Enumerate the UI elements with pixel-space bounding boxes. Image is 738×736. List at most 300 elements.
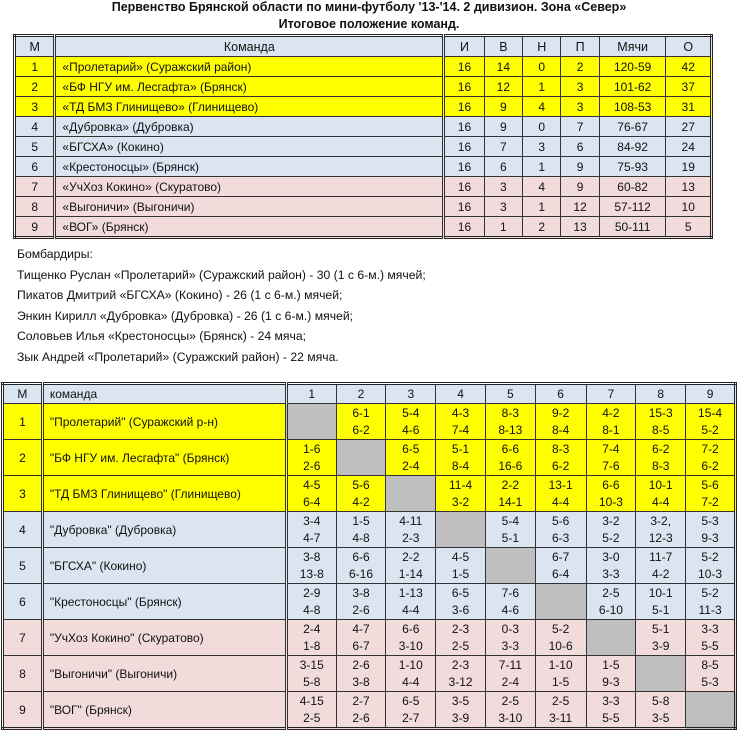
score-cell <box>436 584 486 620</box>
away-score: 5-1 <box>501 530 520 545</box>
crosstable-row <box>3 620 736 656</box>
away-score: 6-3 <box>551 530 570 545</box>
home-score: 5-6 <box>701 477 719 492</box>
home-score: 2-2 <box>501 477 520 492</box>
score-cell <box>636 404 686 440</box>
home-score: 4-11 <box>399 513 423 528</box>
away-score: 11-3 <box>698 602 722 617</box>
losses-cell: 9 <box>561 157 599 177</box>
standings-row <box>15 117 712 137</box>
games-cell: 16 <box>444 117 484 137</box>
standings-row <box>15 97 712 117</box>
losses-cell: 12 <box>561 197 599 217</box>
losses-cell: 9 <box>561 177 599 197</box>
crosstable-row <box>3 404 736 440</box>
wins-cell: 1 <box>484 217 522 238</box>
cross-header-col: 3 <box>386 384 436 404</box>
cross-header-col: 8 <box>636 384 686 404</box>
home-score: 4-5 <box>303 477 321 492</box>
score-cell <box>336 656 386 692</box>
score-cell <box>636 692 686 729</box>
away-score: 4-8 <box>303 602 321 617</box>
score-cell <box>636 620 686 656</box>
scorer-line: Пикатов Дмитрий «БГСХА» (Кокино) - 26 (1 с 6-м.) мячей; <box>17 288 343 303</box>
score-cell <box>485 440 535 476</box>
cross-team-cell: "БФ НГУ им. Лесгафта" (Брянск) <box>42 440 286 476</box>
diagonal-cell <box>586 620 636 656</box>
score-cell <box>286 692 336 729</box>
away-score: 1-5 <box>551 674 570 689</box>
away-score: 16-6 <box>498 458 523 473</box>
score-cell <box>436 620 486 656</box>
diagonal-cell <box>386 476 436 512</box>
games-cell: 16 <box>444 157 484 177</box>
page-title: Первенство Брянской области по мини-футболу '13-'14. 2 дивизион. Зона «Север» <box>111 0 627 14</box>
score-cell <box>286 584 336 620</box>
team-cell: «Крестоносцы» (Брянск) <box>55 157 444 177</box>
away-score: 8-13 <box>498 422 523 437</box>
away-score: 13-8 <box>299 566 324 581</box>
away-score: 6-10 <box>598 602 623 617</box>
score-cell <box>286 548 336 584</box>
away-score: 2-5 <box>451 638 470 653</box>
home-score: 5-2 <box>551 621 570 636</box>
games-cell: 16 <box>444 197 484 217</box>
cross-place-cell: 7 <box>3 620 43 656</box>
score-cell <box>436 476 486 512</box>
score-cell <box>386 548 436 584</box>
home-score: 6-6 <box>402 621 420 636</box>
away-score: 8-1 <box>602 422 620 437</box>
away-score: 6-2 <box>551 458 570 473</box>
away-score: 3-9 <box>451 710 470 725</box>
crosstable-row <box>3 476 736 512</box>
place-cell: 3 <box>15 97 55 117</box>
home-score: 1-6 <box>303 441 321 456</box>
header-losses: П <box>561 36 599 57</box>
header-team: Команда <box>55 36 444 57</box>
losses-cell: 3 <box>561 97 599 117</box>
away-score: 8-4 <box>551 422 570 437</box>
diagonal-cell <box>336 440 386 476</box>
team-cell: «БФ НГУ им. Лесгафта» (Брянск) <box>55 77 444 97</box>
cross-header-team: команда <box>42 384 286 404</box>
score-cell <box>436 548 486 584</box>
home-score: 2-4 <box>303 621 321 636</box>
home-score: 4-3 <box>451 405 470 420</box>
away-score: 2-6 <box>352 602 370 617</box>
crosstable <box>1 382 737 730</box>
home-score: 1-5 <box>352 513 370 528</box>
draws-cell: 4 <box>523 97 561 117</box>
score-cell <box>485 512 535 548</box>
wins-cell: 9 <box>484 97 522 117</box>
home-score: 7-11 <box>498 657 522 672</box>
home-score: 3-8 <box>303 549 321 564</box>
home-score: 6-6 <box>602 477 620 492</box>
points-cell: 13 <box>666 177 712 197</box>
score-cell <box>436 656 486 692</box>
goals-cell: 60-82 <box>599 177 666 197</box>
home-score: 5-1 <box>451 441 470 456</box>
cross-header-col: 2 <box>336 384 386 404</box>
wins-cell: 9 <box>484 117 522 137</box>
home-score: 2-7 <box>352 693 370 708</box>
home-score: 2-9 <box>303 585 321 600</box>
crosstable-row <box>3 656 736 692</box>
score-cell <box>686 512 736 548</box>
header-draws: Н <box>523 36 561 57</box>
score-cell <box>336 692 386 729</box>
away-score: 2-3 <box>402 530 420 545</box>
score-cell <box>386 656 436 692</box>
home-score: 7-4 <box>602 441 620 456</box>
draws-cell: 2 <box>523 217 561 238</box>
away-score: 3-10 <box>398 638 423 653</box>
points-cell: 42 <box>666 57 712 77</box>
losses-cell: 3 <box>561 77 599 97</box>
away-score: 5-5 <box>602 710 620 725</box>
score-cell <box>535 656 586 692</box>
away-score: 3-10 <box>498 710 523 725</box>
score-cell <box>636 476 686 512</box>
away-score: 4-7 <box>303 530 321 545</box>
away-score: 7-2 <box>701 494 719 509</box>
draws-cell: 1 <box>523 197 561 217</box>
score-cell <box>336 476 386 512</box>
away-score: 5-5 <box>701 638 719 653</box>
cross-header-col: 1 <box>286 384 336 404</box>
goals-cell: 57-112 <box>599 197 666 217</box>
score-cell <box>286 620 336 656</box>
home-score: 6-2 <box>652 441 670 456</box>
score-cell <box>586 584 636 620</box>
away-score: 3-11 <box>549 710 573 725</box>
away-score: 9-3 <box>701 530 719 545</box>
home-score: 5-2 <box>701 585 719 600</box>
points-cell: 19 <box>666 157 712 177</box>
away-score: 5-2 <box>602 530 620 545</box>
score-cell <box>586 476 636 512</box>
score-cell <box>535 440 586 476</box>
score-cell <box>386 692 436 729</box>
away-score: 4-8 <box>352 530 370 545</box>
home-score: 3-0 <box>602 549 620 564</box>
cross-place-cell: 6 <box>3 584 43 620</box>
away-score: 12-3 <box>648 530 673 545</box>
score-cell <box>336 584 386 620</box>
score-cell <box>535 548 586 584</box>
place-cell: 6 <box>15 157 55 177</box>
home-score: 5-4 <box>501 513 520 528</box>
score-cell <box>535 620 586 656</box>
away-score: 3-8 <box>352 674 370 689</box>
score-cell <box>636 512 686 548</box>
points-cell: 37 <box>666 77 712 97</box>
games-cell: 16 <box>444 137 484 157</box>
score-cell <box>386 512 436 548</box>
home-score: 5-8 <box>652 693 670 708</box>
losses-cell: 2 <box>561 57 599 77</box>
points-cell: 10 <box>666 197 712 217</box>
cross-place-cell: 8 <box>3 656 43 692</box>
home-score: 5-6 <box>352 477 370 492</box>
away-score: 4-4 <box>551 494 570 509</box>
score-cell <box>386 440 436 476</box>
score-cell <box>686 476 736 512</box>
score-cell <box>485 620 535 656</box>
away-score: 3-12 <box>448 674 473 689</box>
draws-cell: 1 <box>523 157 561 177</box>
home-score: 2-6 <box>352 657 370 672</box>
away-score: 5-8 <box>303 674 321 689</box>
cross-place-cell: 1 <box>3 404 43 440</box>
diagonal-cell <box>436 512 486 548</box>
team-cell: «ВОГ» (Брянск) <box>55 217 444 238</box>
goals-cell: 75-93 <box>599 157 666 177</box>
home-score: 3-5 <box>451 693 470 708</box>
cross-team-cell: "Пролетарий" (Суражский р-н) <box>42 404 286 440</box>
diagonal-cell <box>686 692 736 729</box>
away-score: 2-5 <box>303 710 321 725</box>
header-wins: В <box>484 36 522 57</box>
score-cell <box>686 656 736 692</box>
home-score: 2-5 <box>602 585 620 600</box>
away-score: 4-4 <box>402 674 420 689</box>
score-cell <box>485 656 535 692</box>
home-score: 5-3 <box>701 513 719 528</box>
home-score: 10-1 <box>648 477 673 492</box>
score-cell <box>586 656 636 692</box>
away-score: 3-2 <box>451 494 470 509</box>
away-score: 1-8 <box>303 638 321 653</box>
cross-header-col: 5 <box>485 384 535 404</box>
score-cell <box>686 440 736 476</box>
home-score: 11-7 <box>649 549 673 564</box>
score-cell <box>485 584 535 620</box>
wins-cell: 14 <box>484 57 522 77</box>
home-score: 6-5 <box>451 585 470 600</box>
header-points: О <box>666 36 712 57</box>
cross-team-cell: "ВОГ" (Брянск) <box>42 692 286 729</box>
team-cell: «УчХоз Кокино» (Скуратово) <box>55 177 444 197</box>
score-cell <box>535 512 586 548</box>
scorer-line: Тищенко Руслан «Пролетарий» (Суражский район) - 30 (1 с 6-м.) мячей; <box>17 267 426 282</box>
home-score: 6-5 <box>402 693 420 708</box>
score-cell <box>485 692 535 729</box>
cross-place-cell: 9 <box>3 692 43 729</box>
score-cell <box>586 404 636 440</box>
scorer-line: Соловьев Илья «Крестоносцы» (Брянск) - 24 мяча; <box>17 329 307 344</box>
cross-team-cell: "Дубровка" (Дубровка) <box>42 512 286 548</box>
header-goals: Мячи <box>599 36 666 57</box>
standings-row <box>15 177 712 197</box>
score-cell <box>286 512 336 548</box>
place-cell: 1 <box>15 57 55 77</box>
place-cell: 5 <box>15 137 55 157</box>
home-score: 6-7 <box>551 549 570 564</box>
away-score: 6-16 <box>349 566 374 581</box>
home-score: 6-5 <box>402 441 420 456</box>
games-cell: 16 <box>444 97 484 117</box>
cross-place-cell: 4 <box>3 512 43 548</box>
home-score: 7-6 <box>501 585 520 600</box>
cross-header-col: 4 <box>436 384 486 404</box>
draws-cell: 1 <box>523 77 561 97</box>
score-cell <box>686 584 736 620</box>
place-cell: 8 <box>15 197 55 217</box>
goals-cell: 101-62 <box>599 77 666 97</box>
home-score: 3-4 <box>303 513 321 528</box>
header-m: М <box>15 36 55 57</box>
home-score: 3-2 <box>602 513 620 528</box>
cross-team-cell: "БГСХА" (Кокино) <box>42 548 286 584</box>
away-score: 10-3 <box>598 494 623 509</box>
away-score: 3-5 <box>652 710 670 725</box>
scorer-line: Энкин Кирилл «Дубровка» (Дубровка) - 26 (1 с 6-м.) мячей; <box>17 308 354 323</box>
home-score: 4-15 <box>299 693 324 708</box>
home-score: 15-3 <box>648 405 673 420</box>
draws-cell: 3 <box>523 137 561 157</box>
place-cell: 9 <box>15 217 55 238</box>
goals-cell: 120-59 <box>599 57 666 77</box>
home-score: 6-6 <box>352 549 370 564</box>
away-score: 1-14 <box>398 566 423 581</box>
away-score: 4-2 <box>652 566 670 581</box>
wins-cell: 6 <box>484 157 522 177</box>
home-score: 1-10 <box>548 657 573 672</box>
cross-team-cell: "УчХоз Кокино" (Скуратово) <box>42 620 286 656</box>
losses-cell: 6 <box>561 137 599 157</box>
crosstable-row <box>3 512 736 548</box>
home-score: 5-2 <box>701 549 719 564</box>
home-score: 5-6 <box>551 513 570 528</box>
diagonal-cell <box>286 404 336 440</box>
away-score: 4-6 <box>501 602 520 617</box>
wins-cell: 3 <box>484 197 522 217</box>
home-score: 3-15 <box>299 657 324 672</box>
home-score: 3-3 <box>701 621 719 636</box>
score-cell <box>436 440 486 476</box>
team-cell: «Пролетарий» (Суражский район) <box>55 57 444 77</box>
away-score: 6-4 <box>303 494 321 509</box>
goals-cell: 84-92 <box>599 137 666 157</box>
score-cell <box>636 440 686 476</box>
home-score: 4-7 <box>352 621 370 636</box>
score-cell <box>386 584 436 620</box>
place-cell: 4 <box>15 117 55 137</box>
score-cell <box>286 476 336 512</box>
standings-table <box>13 34 713 239</box>
score-cell <box>436 692 486 729</box>
crosstable-row <box>3 584 736 620</box>
points-cell: 5 <box>666 217 712 238</box>
score-cell <box>586 692 636 729</box>
away-score: 5-1 <box>652 602 670 617</box>
crosstable-header-row <box>3 384 736 404</box>
away-score: 8-3 <box>652 458 670 473</box>
score-cell <box>686 404 736 440</box>
scorer-line: Зык Андрей «Пролетарий» (Суражский район) - 22 мяча. <box>17 349 339 364</box>
draws-cell: 4 <box>523 177 561 197</box>
home-score: 3-3 <box>602 693 620 708</box>
wins-cell: 3 <box>484 177 522 197</box>
away-score: 3-3 <box>501 638 520 653</box>
crosstable-row <box>3 440 736 476</box>
away-score: 3-6 <box>451 602 470 617</box>
home-score: 1-10 <box>398 657 423 672</box>
cross-header-col: 9 <box>686 384 736 404</box>
home-score: 6-6 <box>501 441 520 456</box>
away-score: 6-4 <box>551 566 570 581</box>
score-cell <box>336 404 386 440</box>
home-score: 1-5 <box>602 657 620 672</box>
score-cell <box>586 548 636 584</box>
page-subtitle: Итоговое положение команд. <box>278 17 460 31</box>
draws-cell: 0 <box>523 117 561 137</box>
losses-cell: 13 <box>561 217 599 238</box>
away-score: 14-1 <box>498 494 523 509</box>
score-cell <box>636 548 686 584</box>
home-score: 2-2 <box>402 549 420 564</box>
away-score: 5-3 <box>701 674 719 689</box>
home-score: 8-3 <box>501 405 520 420</box>
away-score: 5-2 <box>701 422 719 437</box>
away-score: 2-4 <box>402 458 420 473</box>
cross-place-cell: 3 <box>3 476 43 512</box>
score-cell <box>386 404 436 440</box>
wins-cell: 12 <box>484 77 522 97</box>
standings-row <box>15 77 712 97</box>
standings-header-row <box>15 36 712 57</box>
goals-cell: 108-53 <box>599 97 666 117</box>
away-score: 3-9 <box>652 638 670 653</box>
score-cell <box>386 620 436 656</box>
goals-cell: 50-111 <box>599 217 666 238</box>
score-cell <box>586 512 636 548</box>
standings-row <box>15 157 712 177</box>
away-score: 4-4 <box>652 494 670 509</box>
cross-team-cell: "Крестоносцы" (Брянск) <box>42 584 286 620</box>
away-score: 7-4 <box>451 422 470 437</box>
score-cell <box>286 656 336 692</box>
away-score: 4-6 <box>402 422 420 437</box>
home-score: 1-13 <box>398 585 423 600</box>
home-score: 13-1 <box>548 477 573 492</box>
scorers-heading: Бомбардиры: <box>17 247 93 261</box>
home-score: 15-4 <box>698 405 723 420</box>
home-score: 6-1 <box>352 405 370 420</box>
away-score: 2-6 <box>303 458 321 473</box>
home-score: 7-2 <box>701 441 719 456</box>
cross-place-cell: 5 <box>3 548 43 584</box>
away-score: 2-4 <box>501 674 520 689</box>
score-cell <box>336 512 386 548</box>
away-score: 10-3 <box>698 566 723 581</box>
scorers-section <box>17 244 426 368</box>
points-cell: 24 <box>666 137 712 157</box>
cross-header-col: 7 <box>586 384 636 404</box>
crosstable-row <box>3 548 736 584</box>
score-cell <box>436 404 486 440</box>
games-cell: 16 <box>444 217 484 238</box>
goals-cell: 76-67 <box>599 117 666 137</box>
games-cell: 16 <box>444 57 484 77</box>
away-score: 7-6 <box>602 458 620 473</box>
cross-header-col: 6 <box>535 384 586 404</box>
score-cell <box>686 548 736 584</box>
away-score: 6-2 <box>352 422 370 437</box>
